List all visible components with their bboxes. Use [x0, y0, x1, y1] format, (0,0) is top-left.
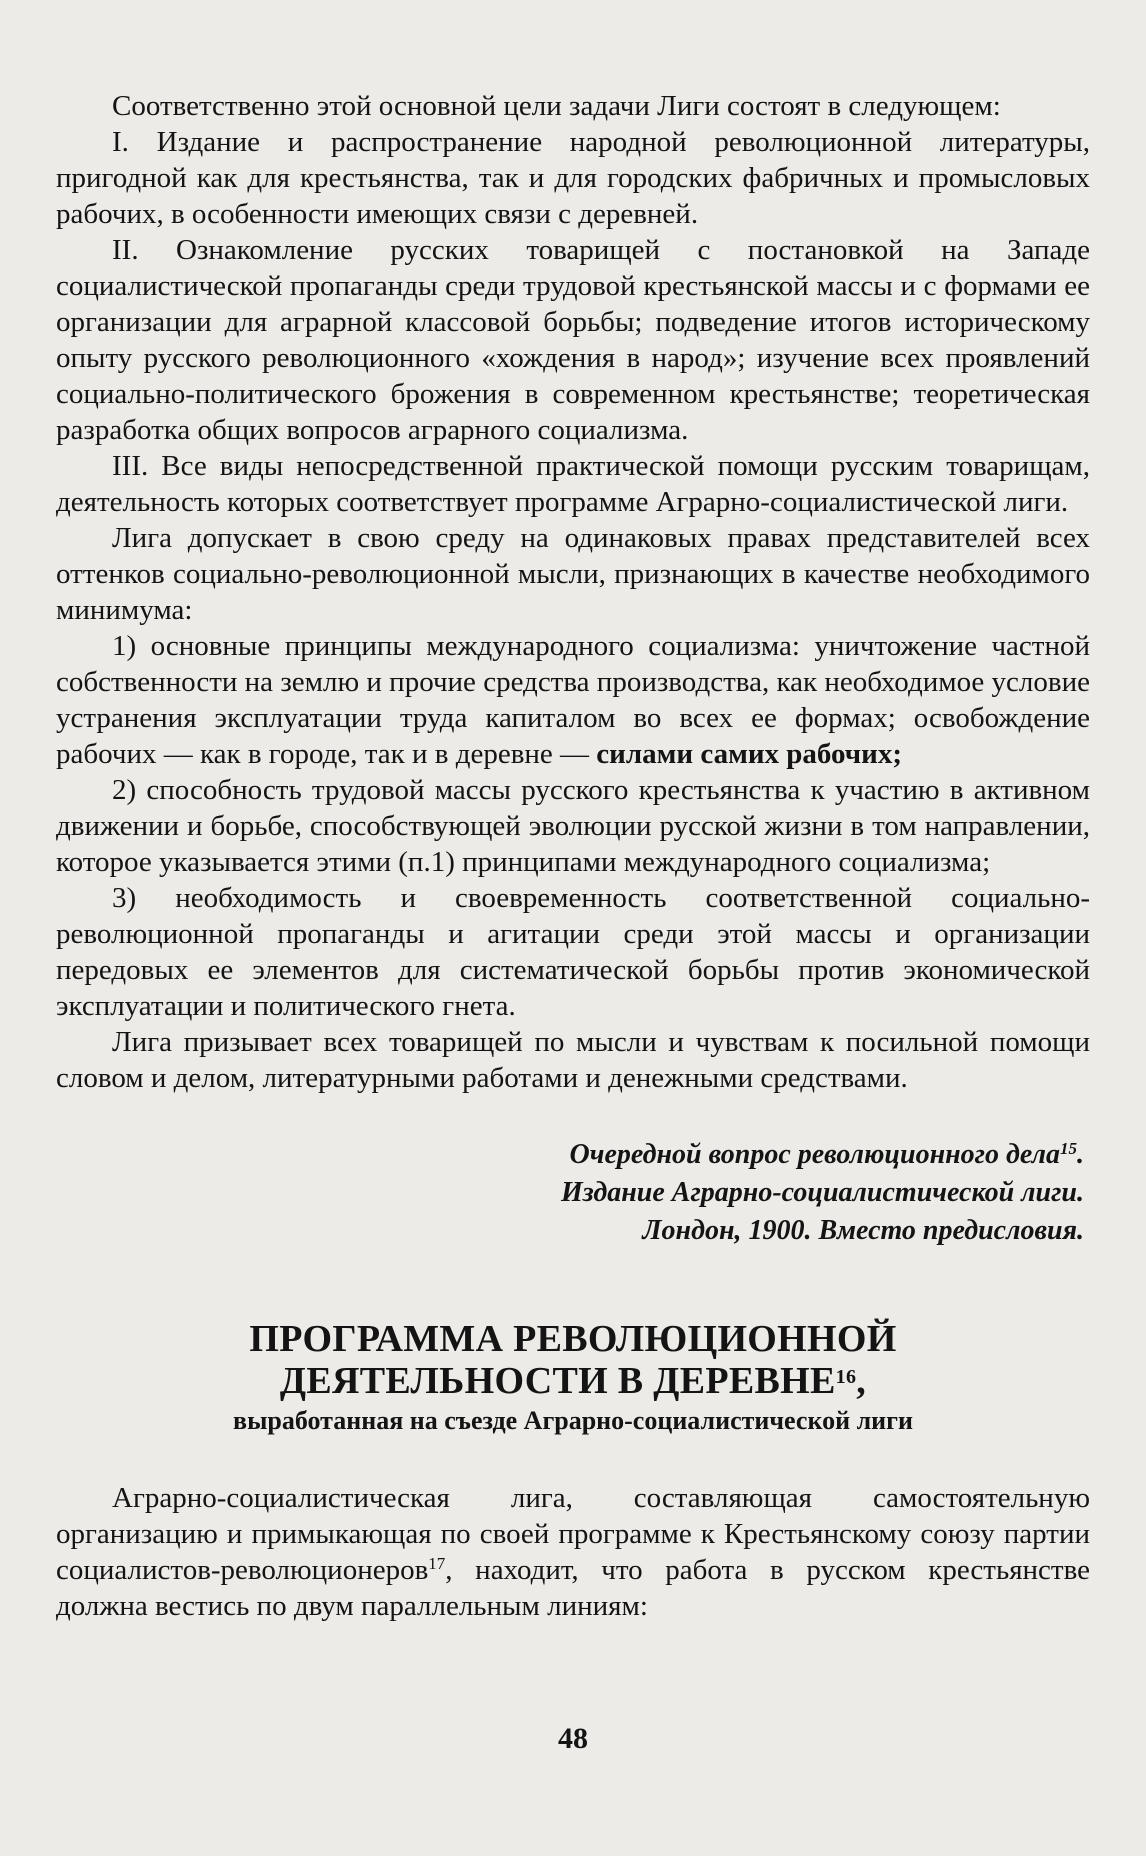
- paragraph-appeal: Лига призывает всех товарищей по мысли и чувствам к посильной помощи словом и делом, литературными работами и денежными средствами.: [56, 1026, 1090, 1094]
- paragraph-intro: Соответственно этой основной цели задачи Лиги состоят в следующем:: [112, 90, 1001, 122]
- section-heading: [56, 1318, 1090, 1438]
- paragraph-principle-1: [56, 628, 1090, 772]
- page-number: 48: [558, 1722, 588, 1755]
- attribution-line-3: Лондон, 1900. Вместо предисловия.: [642, 1215, 1084, 1246]
- section2-paragraph-1: Аграрно-социалистическая лига, составляющая самостоятельную организацию и примыкающая по своей программе к Крестьянскому союзу партии социалистов-революционеров$^{17}$, находит, что работа в русском крестьянстве должна вестись по двум параллельным линиям:: [56, 1482, 1090, 1622]
- footnote-ref-15: 15: [1060, 1139, 1077, 1158]
- source-attribution: [56, 1136, 1090, 1250]
- footnote-ref-16: 16: [835, 1366, 857, 1388]
- footnote-ref-17: 17: [428, 1554, 446, 1573]
- heading-line-1: ПРОГРАММА РЕВОЛЮЦИОННОЙ: [249, 1318, 897, 1360]
- paragraph-principle-3: 3) необходимость и своевременность соответственной социально-революционной пропаганды и агитации среди этой массы и организации передовых ее элементов для систематической борьбы против экономической эксплуатации и политического гнета.: [56, 882, 1090, 1022]
- principle-1-text: 1) основные принципы международного социализма: уничтожение частной собственности на землю и прочие средства производства, как необходимое условие устранения эксплуатации труда капиталом во всех ее формах; освобождение рабочих — как в городе, так и в деревне —: [56, 630, 1090, 770]
- principle-1-bold: силами самих рабочих;: [596, 738, 902, 770]
- attribution-line-1: Очередной вопрос революционного дела$^{15}$.: [569, 1139, 1084, 1170]
- paragraph-task-3: III. Все виды непосредственной практической помощи русским товарищам, деятельность которых соответствует программе Аграрно-социалистической лиги.: [56, 450, 1090, 518]
- section2-text: [56, 1480, 1090, 1624]
- attribution-line-2: Издание Аграрно-социалистической лиги.: [561, 1177, 1084, 1208]
- paragraph-task-1: I. Издание и распространение народной революционной литературы, пригодной как для крестьянства, так и для городских фабричных и промысловых рабочих, в особенности имеющих связи с деревней.: [56, 126, 1090, 230]
- heading-line-2: ДЕЯТЕЛЬНОСТИ В ДЕРЕВНЕ$^{16}$,: [279, 1360, 867, 1402]
- paragraph-task-2: II. Ознакомление русских товарищей с постановкой на Западе социалистической пропаганды среди трудовой крестьянской массы и с формами ее организации для аграрной классовой борьбы; подведение итогов историческому опыту русского революционного «хождения в народ»; изучение всех проявлений социально-политического брожения в современном крестьянстве; теоретическая разработка общих вопросов аграрного социализма.: [56, 234, 1090, 446]
- paragraph-league-admits: Лига допускает в свою среду на одинаковых правах представителей всех оттенков социально-революционной мысли, признающих в качестве необходимого минимума:: [56, 522, 1090, 626]
- paragraph-principle-2: 2) способность трудовой массы русского крестьянства к участию в активном движении и борьбе, способствующей эволюции русской жизни в том направлении, которое указывается этими (п.1) принципами международного социализма;: [56, 774, 1090, 878]
- heading-subtitle: выработанная на съезде Аграрно-социалистической лиги: [233, 1406, 913, 1435]
- body-text: [56, 88, 1090, 1096]
